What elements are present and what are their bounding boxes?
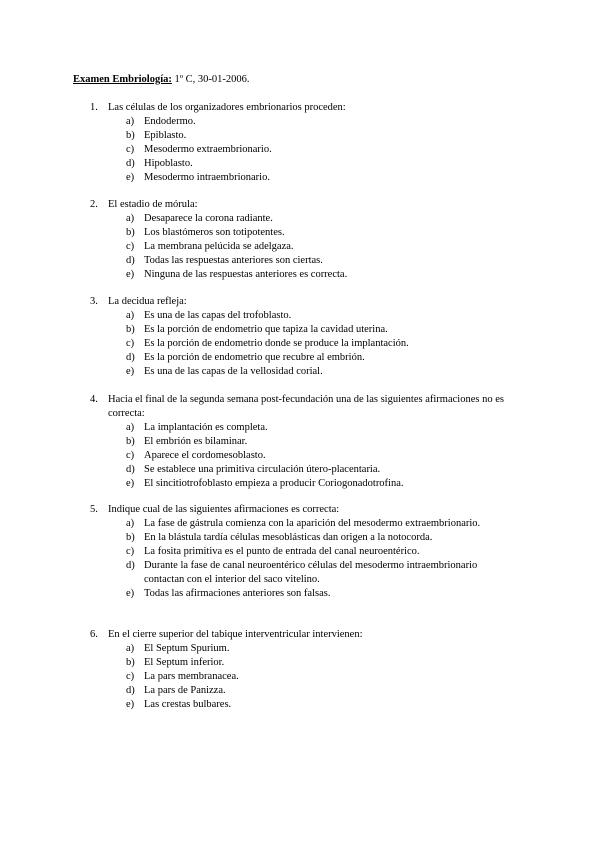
option-b — [90, 226, 510, 240]
option-label: e) — [126, 478, 135, 489]
option-label: d) — [126, 158, 135, 169]
option-d — [90, 559, 510, 587]
option-text: Ninguna de las respuestas anteriores es correcta. — [144, 269, 348, 280]
option-text: Es la porción de endometrio que tapiza la cavidad uterina. — [144, 324, 388, 335]
option-text: Todas las afirmaciones anteriores son falsas. — [144, 588, 331, 599]
question-3 — [90, 295, 510, 379]
option-label: c) — [126, 338, 135, 349]
option-b — [90, 531, 510, 545]
question-6 — [90, 628, 510, 712]
option-text: Aparece el cordomesoblasto. — [144, 450, 266, 461]
option-label: a) — [126, 422, 135, 433]
option-label: e) — [126, 269, 135, 280]
option-text: Endodermo. — [144, 116, 196, 127]
option-label: d) — [126, 560, 135, 571]
option-a — [90, 309, 510, 323]
question-text: Hacia el final de la segunda semana post-fecundación una de las siguientes afirmaciones no es correcta: — [108, 394, 504, 419]
option-e — [90, 365, 510, 379]
option-label: c) — [126, 671, 135, 682]
option-e — [90, 268, 510, 282]
option-e — [90, 587, 510, 601]
option-list — [90, 309, 510, 379]
question-stem — [90, 628, 510, 642]
option-text: La pars membranacea. — [144, 671, 239, 682]
option-c — [90, 337, 510, 351]
option-label: d) — [126, 685, 135, 696]
option-text: Se establece una primitiva circulación útero-placentaria. — [144, 464, 381, 475]
option-label: b) — [126, 227, 135, 238]
option-label: b) — [126, 130, 135, 141]
option-list — [90, 517, 510, 601]
question-stem — [90, 295, 510, 309]
option-label: e) — [126, 366, 135, 377]
option-label: b) — [126, 657, 135, 668]
option-label: b) — [126, 532, 135, 543]
option-label: a) — [126, 310, 135, 321]
option-text: Es una de las capas del trofoblasto. — [144, 310, 292, 321]
option-c — [90, 449, 510, 463]
option-label: c) — [126, 144, 135, 155]
option-list — [90, 115, 510, 185]
option-e — [90, 698, 510, 712]
option-e — [90, 171, 510, 185]
exam-info: 1º C, 30-01-2006. — [174, 74, 250, 85]
option-c — [90, 240, 510, 254]
option-d — [90, 157, 510, 171]
option-label: d) — [126, 352, 135, 363]
option-label: c) — [126, 546, 135, 557]
question-2 — [90, 198, 510, 282]
option-a — [90, 421, 510, 435]
question-stem — [90, 503, 510, 517]
option-a — [90, 115, 510, 129]
option-e — [90, 477, 510, 491]
question-4 — [90, 393, 510, 491]
option-text: El Septum Spurium. — [144, 643, 230, 654]
question-number: 5. — [90, 504, 98, 515]
option-text: La membrana pelúcida se adelgaza. — [144, 241, 294, 252]
option-label: a) — [126, 213, 135, 224]
question-5 — [90, 503, 510, 601]
option-list — [90, 642, 510, 712]
question-number: 4. — [90, 394, 98, 405]
option-list — [90, 421, 510, 491]
option-label: d) — [126, 255, 135, 266]
exam-title: Examen Embriología: — [73, 74, 172, 85]
question-number: 3. — [90, 296, 98, 307]
option-list — [90, 212, 510, 282]
question-text: Indique cual de las siguientes afirmaciones es correcta: — [108, 504, 340, 515]
option-b — [90, 435, 510, 449]
option-text: Desaparece la corona radiante. — [144, 213, 273, 224]
option-a — [90, 642, 510, 656]
option-text: Es una de las capas de la vellosidad corial. — [144, 366, 323, 377]
question-stem — [90, 393, 510, 421]
option-label: e) — [126, 699, 135, 710]
option-d — [90, 254, 510, 268]
option-b — [90, 129, 510, 143]
option-label: a) — [126, 116, 135, 127]
option-label: d) — [126, 464, 135, 475]
option-d — [90, 684, 510, 698]
exam-header — [73, 73, 250, 87]
option-c — [90, 670, 510, 684]
question-number: 6. — [90, 629, 98, 640]
option-text: La fase de gástrula comienza con la aparición del mesodermo extraembrionario. — [144, 518, 481, 529]
option-text: El embrión es bilaminar. — [144, 436, 248, 447]
question-stem — [90, 101, 510, 115]
option-label: b) — [126, 324, 135, 335]
option-text: Mesodermo extraembrionario. — [144, 144, 272, 155]
option-text: Los blastómeros son totipotentes. — [144, 227, 285, 238]
option-text: Epiblasto. — [144, 130, 187, 141]
option-text: Mesodermo intraembrionario. — [144, 172, 270, 183]
question-text: Las células de los organizadores embrionarios proceden: — [108, 102, 346, 113]
option-d — [90, 463, 510, 477]
option-text: Es la porción de endometrio donde se produce la implantación. — [144, 338, 409, 349]
option-text: Todas las respuestas anteriores son ciertas. — [144, 255, 323, 266]
option-text: La fosita primitiva es el punto de entrada del canal neuroentérico. — [144, 546, 420, 557]
question-text: El estadio de mórula: — [108, 199, 198, 210]
question-number: 2. — [90, 199, 98, 210]
option-label: c) — [126, 241, 135, 252]
option-text: El sincitiotrofoblasto empieza a producir Coriogonadotrofina. — [144, 478, 404, 489]
option-b — [90, 323, 510, 337]
option-b — [90, 656, 510, 670]
option-text: La implantación es completa. — [144, 422, 268, 433]
question-1 — [90, 101, 510, 185]
option-c — [90, 143, 510, 157]
option-a — [90, 212, 510, 226]
option-text: La pars de Panizza. — [144, 685, 226, 696]
question-number: 1. — [90, 102, 98, 113]
option-text: Durante la fase de canal neuroentérico células del mesodermo intraembrionario contactan con el interior del saco vitelino. — [144, 560, 478, 585]
option-d — [90, 351, 510, 365]
option-text: Hipoblasto. — [144, 158, 193, 169]
option-label: c) — [126, 450, 135, 461]
option-a — [90, 517, 510, 531]
question-stem — [90, 198, 510, 212]
option-text: Es la porción de endometrio que recubre al embrión. — [144, 352, 365, 363]
option-label: a) — [126, 518, 135, 529]
option-label: e) — [126, 588, 135, 599]
option-label: a) — [126, 643, 135, 654]
option-text: Las crestas bulbares. — [144, 699, 232, 710]
option-label: b) — [126, 436, 135, 447]
question-text: La decidua refleja: — [108, 296, 187, 307]
option-label: e) — [126, 172, 135, 183]
option-text: En la blástula tardía células mesoblásticas dan origen a la notocorda. — [144, 532, 433, 543]
option-c — [90, 545, 510, 559]
question-text: En el cierre superior del tabique interventricular intervienen: — [108, 629, 363, 640]
option-text: El Septum inferior. — [144, 657, 225, 668]
